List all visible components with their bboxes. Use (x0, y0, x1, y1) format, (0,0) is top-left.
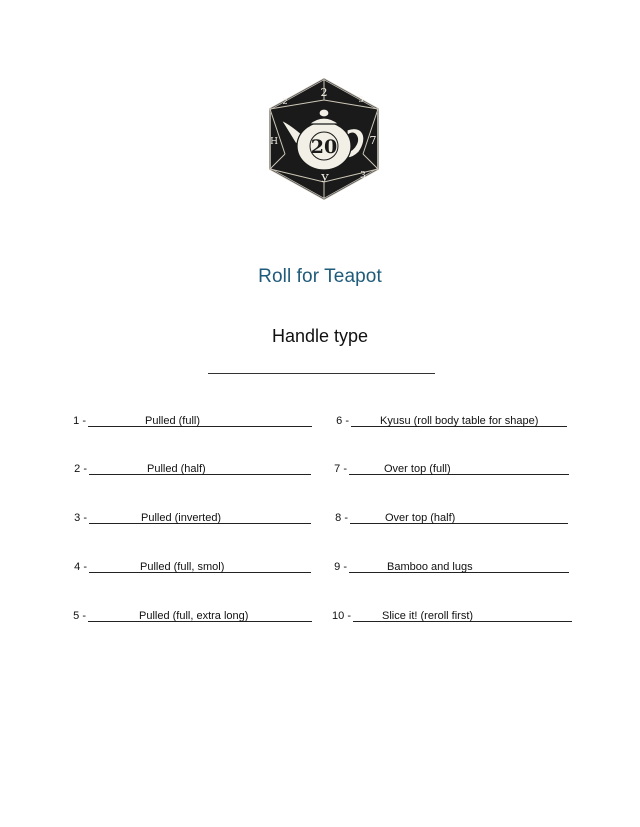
row-number: 7 - (334, 463, 347, 475)
row-number: 1 - (73, 415, 86, 427)
page-subtitle: Handle type (271, 326, 369, 346)
row-number: 4 - (74, 561, 87, 573)
row-text: Slice it! (reroll first) (382, 610, 474, 622)
row-text: Pulled (full) (145, 415, 201, 427)
row-text: Over top (half) (385, 512, 456, 524)
table-row (73, 413, 312, 429)
d20-face-number: 3 (360, 171, 366, 181)
d20-face-number: У (321, 172, 329, 185)
d20-teapot-icon (263, 78, 385, 200)
d20-face-number: 2 (282, 97, 288, 106)
d20-face-number: 7 (369, 134, 377, 147)
d20-face-number: Н (270, 137, 278, 147)
row-number: 10 - (332, 610, 351, 622)
row-text: Pulled (full, extra long) (139, 610, 249, 622)
table-row (335, 510, 568, 526)
table-row (74, 461, 311, 477)
row-text: Pulled (half) (147, 463, 206, 475)
row-text: Pulled (inverted) (141, 512, 222, 524)
row-text: Bamboo and lugs (387, 561, 473, 573)
table-row (74, 559, 311, 575)
title-divider (208, 373, 435, 374)
table-row (334, 461, 569, 477)
row-number: 8 - (335, 512, 348, 524)
row-number: 6 - (336, 415, 349, 427)
d20-center-number: 20 (310, 136, 338, 158)
table-row (73, 608, 312, 624)
row-text: Pulled (full, smol) (140, 561, 225, 573)
table-row (332, 608, 572, 624)
row-line (350, 523, 568, 524)
table-row (74, 510, 311, 526)
d20-face-number: 3 (358, 95, 364, 104)
page-title: Roll for Teapot (258, 266, 382, 287)
row-text: Over top (full) (384, 463, 451, 475)
row-line (349, 474, 569, 475)
row-number: 3 - (74, 512, 87, 524)
row-number: 9 - (334, 561, 347, 573)
d20-face-number: 2 (320, 86, 328, 99)
row-number: 2 - (74, 463, 87, 475)
table-row (336, 413, 567, 429)
row-number: 5 - (73, 610, 86, 622)
table-row (334, 559, 569, 575)
row-text: Kyusu (roll body table for shape) (380, 415, 539, 427)
